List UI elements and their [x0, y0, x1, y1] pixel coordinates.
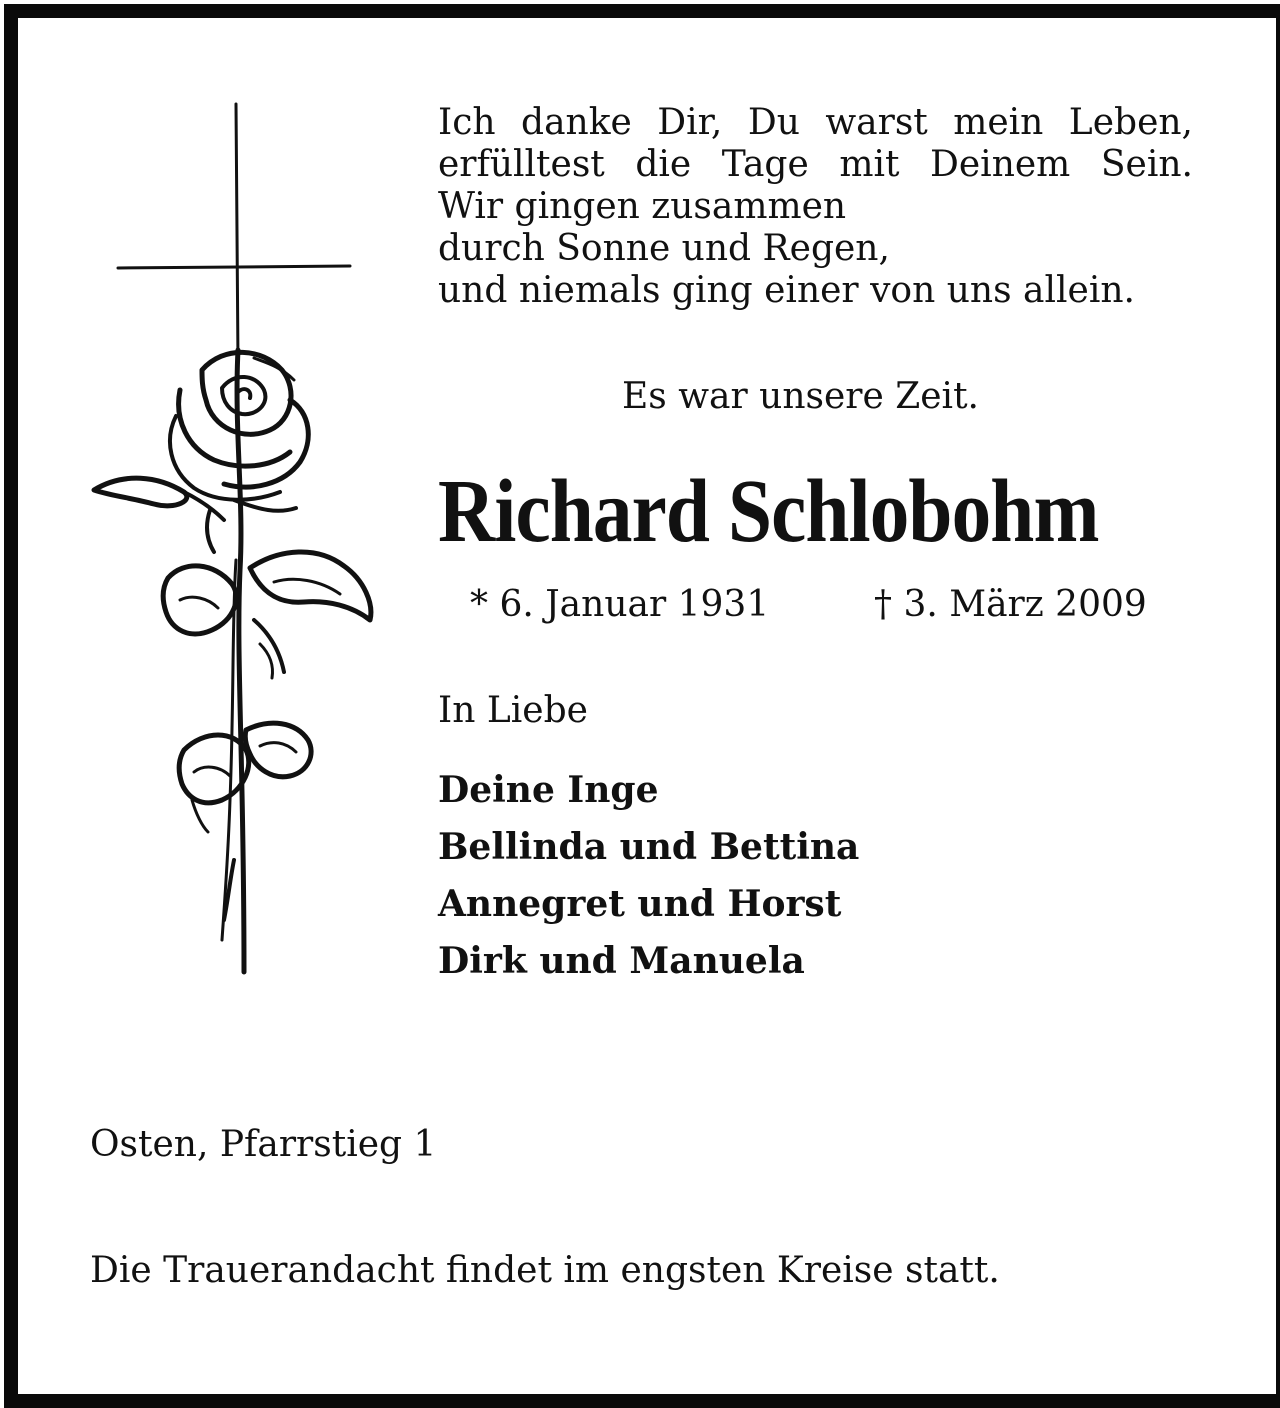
birth-date: * 6. Januar 1931 [470, 584, 770, 625]
poem-line: durch Sonne und Regen, [438, 228, 890, 269]
poem-line: Wir gingen zusammen [438, 186, 847, 227]
poem-line: Ich danke Dir, Du warst mein Leben, [438, 102, 1193, 143]
funeral-notice: Die Trauerandacht findet im engsten Kreise statt. [90, 1250, 1000, 1291]
deceased-name: Richard Schlobohm [438, 462, 1099, 561]
family-member: Annegret und Horst [438, 883, 842, 925]
closing-phrase: In Liebe [438, 690, 588, 731]
death-date: † 3. März 2009 [874, 584, 1147, 625]
poem [438, 102, 1193, 312]
poem-line: erfülltest die Tage mit Deinem Sein. [438, 144, 1193, 185]
cross-with-rose-icon [84, 100, 384, 980]
poem-line: und niemals ging einer von uns allein. [438, 270, 1135, 311]
family-member: Dirk und Manuela [438, 940, 805, 982]
motto: Es war unsere Zeit. [622, 376, 979, 417]
family-list [438, 762, 859, 990]
family-member: Bellinda und Bettina [438, 826, 860, 868]
address: Osten, Pfarrstieg 1 [90, 1124, 437, 1165]
family-member: Deine Inge [438, 769, 659, 811]
